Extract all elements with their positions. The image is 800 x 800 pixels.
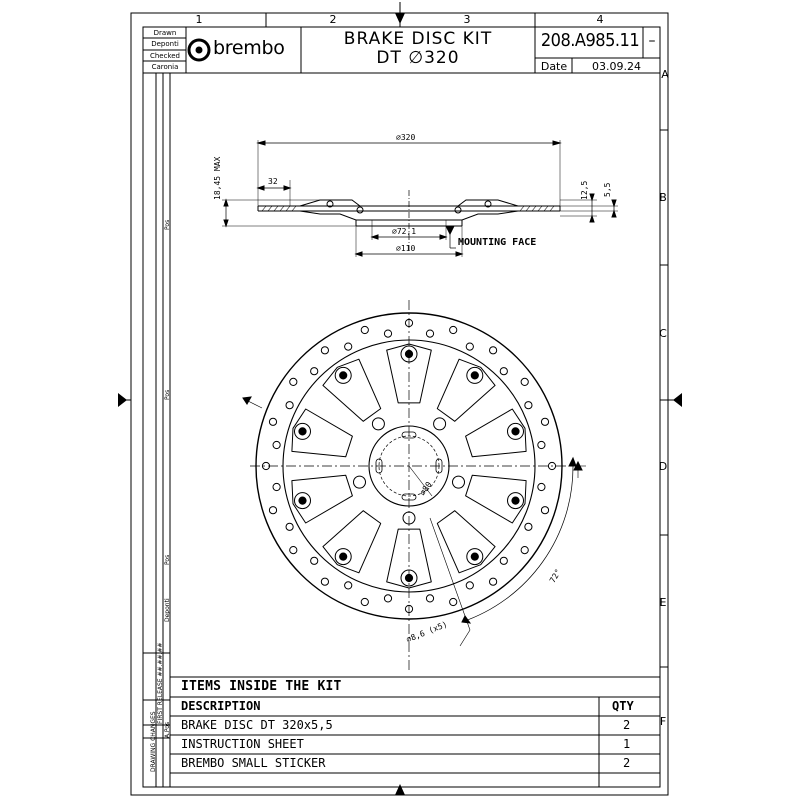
drill-hole <box>450 598 457 605</box>
hub-mount-hole <box>453 476 465 488</box>
drill-hole <box>500 368 507 375</box>
dim-hub-72-1: ∅72,1 <box>392 227 417 236</box>
kit-item-desc: BREMBO SMALL STICKER <box>181 756 326 770</box>
drill-hole <box>345 582 352 589</box>
drill-hole <box>490 578 497 585</box>
drill-hole <box>525 523 532 530</box>
drill-hole <box>500 557 507 564</box>
drill-hole <box>384 595 391 602</box>
zone-row-a: A <box>661 68 669 81</box>
drill-hole <box>384 330 391 337</box>
drill-hole <box>521 547 528 554</box>
margin-label-apos: A.Pos <box>164 721 171 738</box>
brand-logo: brembo <box>213 37 285 59</box>
kit-col-description: DESCRIPTION <box>181 699 261 713</box>
zone-row-e: E <box>659 596 667 609</box>
drill-hole <box>311 368 318 375</box>
drill-hole <box>541 418 548 425</box>
document-number: 208.A985.11 <box>540 30 640 51</box>
hub-mount-hole <box>434 418 446 430</box>
role-drawn: Drawn <box>153 29 177 37</box>
zone-row-c: C <box>659 327 667 340</box>
drill-hole <box>426 595 433 602</box>
drill-hole <box>538 441 545 448</box>
margin-label-pos-1: Pos <box>164 219 171 230</box>
dim-32: 32 <box>268 177 278 186</box>
zone-col-4: 4 <box>596 13 604 26</box>
dim-holes-8-6: ∅8,6 (x5) <box>405 619 449 645</box>
floating-bobbin <box>508 423 524 439</box>
floating-bobbin <box>467 549 483 565</box>
dim-angle-72: 72° <box>548 567 564 585</box>
zone-col-2: 2 <box>329 13 337 26</box>
drill-hole <box>290 547 297 554</box>
side-view <box>222 140 618 257</box>
drill-hole <box>273 441 280 448</box>
drill-hole <box>273 483 280 490</box>
kit-table-title: ITEMS INSIDE THE KIT <box>181 679 342 694</box>
floating-bobbin <box>467 367 483 383</box>
title-line-1: BRAKE DISC KIT <box>343 29 493 49</box>
drill-hole <box>269 418 276 425</box>
zone-col-1: 1 <box>195 13 203 26</box>
kit-item-qty: 2 <box>623 756 631 770</box>
floating-bobbin <box>335 549 351 565</box>
dim-bore-110: ∅110 <box>396 244 416 253</box>
floating-bobbin <box>295 423 311 439</box>
dim-12-5: 12,5 <box>580 180 589 200</box>
carrier-window <box>323 511 381 573</box>
drill-hole <box>321 578 328 585</box>
margin-label-pos-3: Pos <box>164 554 171 565</box>
margin-label-first-release: FIRST RELEASE ##.##.## <box>157 642 164 724</box>
carrier-window <box>323 359 381 421</box>
role-drawn-name: Deponti <box>151 40 179 48</box>
kit-col-qty: QTY <box>612 699 634 713</box>
drill-hole <box>490 347 497 354</box>
drill-hole <box>321 347 328 354</box>
drill-hole <box>361 326 368 333</box>
date-label: Date <box>540 60 568 73</box>
date-value: 03.09.24 <box>592 60 641 73</box>
drill-hole <box>525 402 532 409</box>
dim-5-5: 5,5 <box>603 182 612 197</box>
kit-item-qty: 1 <box>623 737 631 751</box>
dim-diameter-320: ∅320 <box>396 133 416 142</box>
revision: – <box>648 33 656 49</box>
hub-mount-hole <box>354 476 366 488</box>
kit-item-desc: BRAKE DISC DT 320x5,5 <box>181 718 333 732</box>
drill-hole <box>521 378 528 385</box>
drill-hole <box>541 507 548 514</box>
margin-label-drawing-changes: DRAWING CHANGES <box>150 711 157 772</box>
drill-hole <box>466 343 473 350</box>
kit-item-qty: 2 <box>623 718 631 732</box>
drill-hole <box>450 326 457 333</box>
floating-bobbin <box>335 367 351 383</box>
carrier-window <box>437 359 495 421</box>
zone-row-f: F <box>659 715 667 728</box>
drill-hole <box>466 582 473 589</box>
hub-mount-hole <box>372 418 384 430</box>
mounting-face-label: MOUNTING FACE <box>458 237 537 248</box>
drill-hole <box>361 598 368 605</box>
drill-hole <box>538 483 545 490</box>
drawing-title <box>302 30 534 68</box>
title-line-2: DT ∅320 <box>376 48 460 68</box>
kit-item-desc: INSTRUCTION SHEET <box>181 737 304 751</box>
zone-row-b: B <box>659 191 667 204</box>
margin-label-pos-2: Pos <box>164 389 171 400</box>
role-checked: Checked <box>149 52 181 60</box>
zone-col-3: 3 <box>463 13 471 26</box>
drill-hole <box>345 343 352 350</box>
role-checked-name: Caronia <box>151 63 179 71</box>
drill-hole <box>311 557 318 564</box>
margin-label-deponti: Deponti <box>164 598 171 622</box>
drill-hole <box>286 523 293 530</box>
drill-hole <box>290 378 297 385</box>
front-view <box>243 300 586 672</box>
drill-hole <box>426 330 433 337</box>
drill-hole <box>269 507 276 514</box>
floating-bobbin <box>295 493 311 509</box>
dim-80: ∅80 <box>418 480 434 498</box>
zone-row-d: D <box>658 460 668 473</box>
dim-max-height: 18,45 MAX <box>213 156 222 200</box>
floating-bobbin <box>508 493 524 509</box>
drill-hole <box>286 402 293 409</box>
